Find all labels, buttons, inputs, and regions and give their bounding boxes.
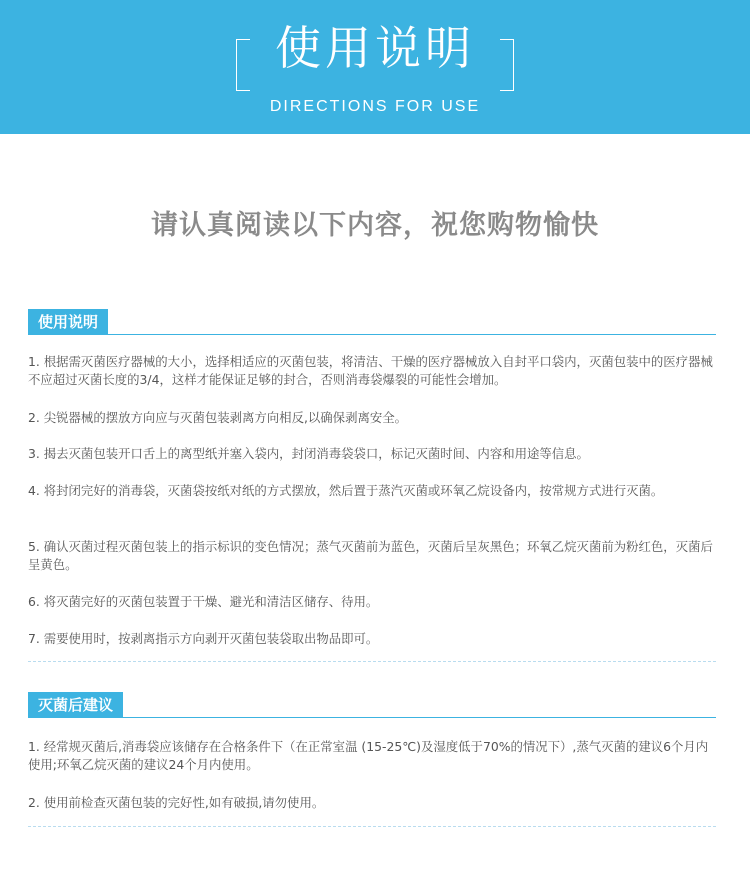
section-label: 使用说明 xyxy=(28,309,108,335)
instruction-item: 2. 尖锐器械的摆放方向应与灭菌包装剥离方向相反,以确保剥离安全。 xyxy=(28,410,408,425)
instruction-item: 3. 揭去灭菌包装开口舌上的离型纸并塞入袋内，封闭消毒袋袋口，标记灭菌时间、内容和用途等信息。 xyxy=(28,446,589,461)
section-rule xyxy=(28,717,716,718)
dashed-divider xyxy=(28,661,716,662)
dashed-divider xyxy=(28,826,716,827)
instruction-item: 6. 将灭菌完好的灭菌包装置于干燥、避光和清洁区储存、待用。 xyxy=(28,594,379,609)
banner-title: 使用说明 xyxy=(275,21,475,75)
section-post-sterilization xyxy=(28,692,716,718)
section-header xyxy=(28,309,716,335)
section-usage-instructions xyxy=(28,309,716,335)
section-label: 灭菌后建议 xyxy=(28,692,123,718)
tagline: 请认真阅读以下内容，祝您购物愉快 xyxy=(151,210,599,241)
instruction-item: 7. 需要使用时，按剥离指示方向剥开灭菌包装袋取出物品即可。 xyxy=(28,631,379,646)
instruction-item: 1. 根据需灭菌医疗器械的大小，选择相适应的灭菌包装，将清洁、干燥的医疗器械放入自封平口袋内，灭菌包装中的医疗器械不应超过灭菌长度的3/4，这样才能保证足够的封合，否则消毒袋爆裂的可能性会增加。 xyxy=(28,354,713,387)
instruction-item: 4. 将封闭完好的消毒袋，灭菌袋按纸对纸的方式摆放，然后置于蒸汽灭菌或环氧乙烷设备内，按常规方式进行灭菌。 xyxy=(28,483,664,498)
banner-subtitle: DIRECTIONS FOR USE xyxy=(269,98,481,115)
instruction-item: 5. 确认灭菌过程灭菌包装上的指示标识的变色情况；蒸气灭菌前为蓝色，灭菌后呈灰黑色；环氧乙烷灭菌前为粉红色，灭菌后呈黄色。 xyxy=(28,539,713,572)
advice-item: 2. 使用前检查灭菌包装的完好性,如有破损,请勿使用。 xyxy=(28,795,325,810)
section-rule xyxy=(28,334,716,335)
section-header xyxy=(28,692,716,718)
advice-item: 1. 经常规灭菌后,消毒袋应该储存在合格条件下（在正常室温 (15-25℃)及湿度低于70%的情况下）,蒸气灭菌的建议6个月内使用;环氧乙烷灭菌的建议24个月内使用。 xyxy=(28,739,709,772)
header-banner xyxy=(0,0,750,134)
